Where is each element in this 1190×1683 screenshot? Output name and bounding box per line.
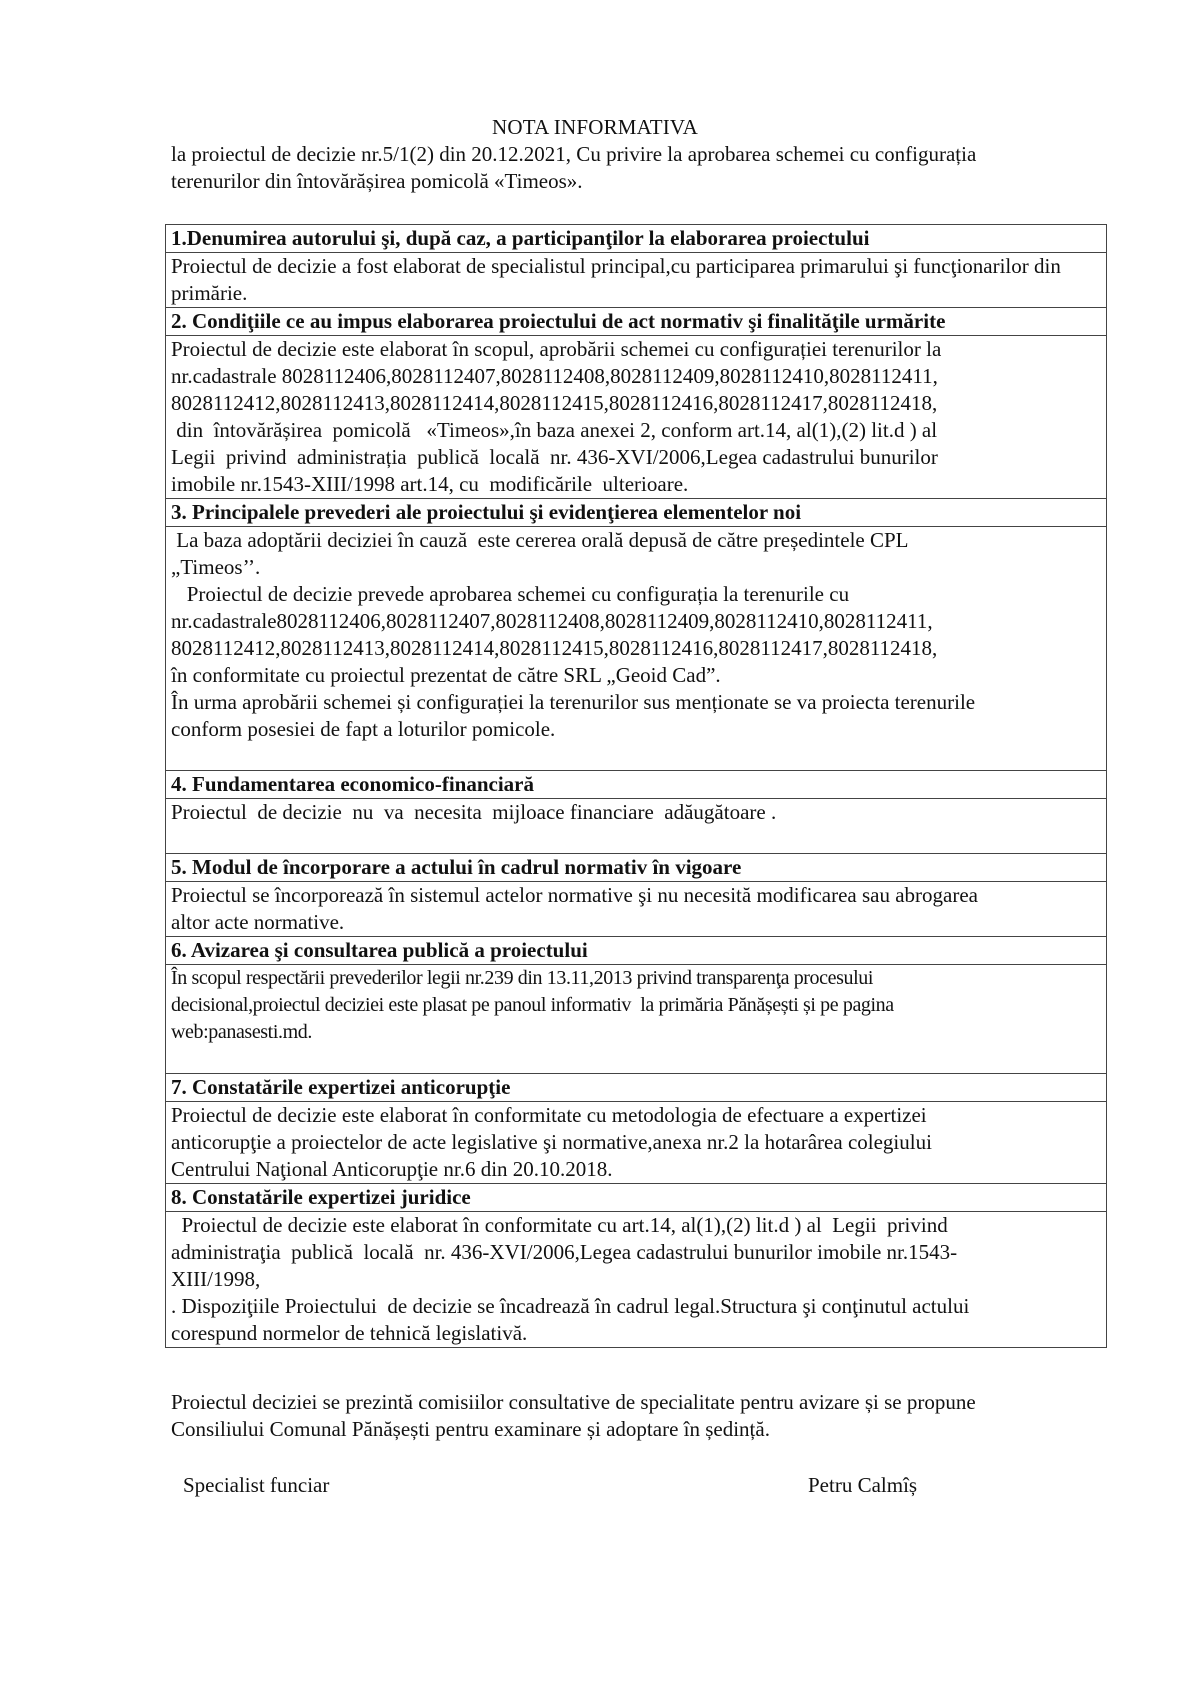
section-line: 8028112412,8028112413,8028112414,8028112415,8028112416,8028112417,8028112418,	[171, 636, 938, 660]
section-line	[171, 1046, 1101, 1073]
section-line: nr.cadastrale 8028112406,8028112407,8028112408,8028112409,8028112410,8028112411,	[171, 364, 938, 388]
section-line	[171, 826, 1101, 853]
section-line: Proiectul de decizie prevede aprobarea schemei cu configurația la terenurile cu	[171, 582, 850, 606]
section-line: Proiectul de decizie este elaborat în scopul, aprobării schemei cu configurației terenurilor la	[171, 337, 942, 361]
section-line: corespund normelor de tehnică legislativă.	[171, 1321, 528, 1345]
section-line: altor acte normative.	[171, 910, 345, 934]
section-line: web:panasesti.md.	[171, 1021, 312, 1043]
section-line: Proiectul se încorporează în sistemul actelor normative şi nu necesită modificarea sau abrogarea	[171, 883, 979, 907]
section-heading: 1.Denumirea autorului şi, după caz, a participanţilor la elaborarea proiectului	[166, 225, 1107, 253]
section-body-row	[166, 336, 1107, 499]
section-heading: 6. Avizarea şi consultarea publică a proiectului	[166, 937, 1107, 965]
closing-line: Proiectul deciziei se prezintă comisiilor consultative de specialitate pentru avizare și se propune	[171, 1390, 976, 1414]
section-line: Proiectul de decizie este elaborat în conformitate cu metodologia de efectuare a expertizei	[171, 1103, 927, 1127]
section-heading-row	[166, 937, 1107, 965]
section-heading: 3. Principalele prevederi ale proiectului şi evidenţierea elementelor noi	[166, 499, 1107, 527]
signatory-position: Specialist funciar	[183, 1473, 330, 1497]
section-heading-row	[166, 225, 1107, 253]
section-line: administraţia publică locală nr. 436-XVI/2006,Legea cadastrului bunurilor imobile nr.1543-	[171, 1240, 958, 1264]
section-line: din întovărășirea pomicolă «Timeos»,în baza anexei 2, conform art.14, al(1),(2) lit.d ) al	[171, 418, 938, 442]
section-line: Centrului Naţional Anticorupţie nr.6 din 20.10.2018.	[171, 1157, 613, 1181]
signatory-name: Petru Calmîș	[808, 1473, 918, 1497]
section-body-row	[166, 965, 1107, 1074]
section-line: în conformitate cu proiectul prezentat de către SRL „Geoid Cad”.	[171, 663, 721, 687]
section-line: primărie.	[171, 281, 248, 305]
section-heading: 7. Constatările expertizei anticorupţie	[166, 1074, 1107, 1102]
document-subtitle	[171, 141, 1111, 195]
section-heading-row	[166, 1184, 1107, 1212]
section-line: XIII/1998,	[171, 1267, 261, 1291]
section-line: Proiectul de decizie nu va necesita mijloace financiare adăugătoare .	[171, 800, 777, 824]
section-line: anticorupţie a proiectelor de acte legislative şi normative,anexa nr.2 la hotarârea colegiului	[171, 1130, 932, 1154]
section-heading-row	[166, 854, 1107, 882]
section-heading-row	[166, 771, 1107, 799]
section-heading: 8. Constatările expertizei juridice	[166, 1184, 1107, 1212]
section-heading-row	[166, 308, 1107, 336]
section-body-row	[166, 1102, 1107, 1184]
closing-paragraph	[171, 1389, 1111, 1443]
section-body	[166, 882, 1107, 937]
section-line: . Dispoziţiile Proiectului de decizie se încadrează în cadrul legal.Structura şi conţinutul actului	[171, 1294, 970, 1318]
section-line: decisional,proiectul deciziei este plasat pe panoul informativ la primăria Pănășești și pe pagina	[171, 994, 894, 1016]
subtitle-line: terenurilor din întovărășirea pomicolă «Timeos».	[171, 169, 583, 193]
section-heading: 4. Fundamentarea economico-financiară	[166, 771, 1107, 799]
information-table	[165, 224, 1107, 1348]
section-body	[166, 965, 1107, 1074]
section-body	[166, 527, 1107, 771]
section-body	[166, 336, 1107, 499]
section-line: La baza adoptării deciziei în cauză este cererea orală depusă de către președintele CPL	[171, 528, 909, 552]
document-title: NOTA INFORMATIVA	[492, 115, 698, 139]
section-line: Legii privind administrația publică locală nr. 436-XVI/2006,Legea cadastrului bunurilor	[171, 445, 938, 469]
section-line: În urma aprobării schemei și configurației la terenurilor sus menționate se va proiecta terenurile	[171, 690, 976, 714]
section-body	[166, 799, 1107, 854]
closing-line: Consiliului Comunal Pănășești pentru examinare și adoptare în ședință.	[171, 1417, 770, 1441]
subtitle-line: la proiectul de decizie nr.5/1(2) din 20.12.2021, Cu privire la aprobarea schemei cu configurația	[171, 142, 977, 166]
section-heading: 2. Condiţiile ce au impus elaborarea proiectului de act normativ şi finalităţile urmărite	[166, 308, 1107, 336]
section-line: „Timeos’’.	[171, 555, 261, 579]
section-body	[166, 253, 1107, 308]
section-line: În scopul respectării prevederilor legii nr.239 din 13.11,2013 privind transparenţa procesului	[171, 967, 874, 989]
section-body-row	[166, 527, 1107, 771]
section-line: Proiectul de decizie a fost elaborat de specialistul principal,cu participarea primarului şi funcţionarilor din	[171, 254, 1061, 278]
section-line: imobile nr.1543-XIII/1998 art.14, cu modificările ulterioare.	[171, 472, 689, 496]
section-body-row	[166, 253, 1107, 308]
section-heading-row	[166, 499, 1107, 527]
section-line: 8028112412,8028112413,8028112414,8028112415,8028112416,8028112417,8028112418,	[171, 391, 938, 415]
section-body-row	[166, 882, 1107, 937]
section-body	[166, 1102, 1107, 1184]
section-body-row	[166, 799, 1107, 854]
section-line: Proiectul de decizie este elaborat în conformitate cu art.14, al(1),(2) lit.d ) al Legii privind	[171, 1213, 948, 1237]
section-line	[171, 743, 1101, 770]
section-line: conform posesiei de fapt a loturilor pomicole.	[171, 717, 556, 741]
section-body-row	[166, 1212, 1107, 1348]
section-heading-row	[166, 1074, 1107, 1102]
section-heading: 5. Modul de încorporare a actului în cadrul normativ în vigoare	[166, 854, 1107, 882]
section-line: nr.cadastrale8028112406,8028112407,8028112408,8028112409,8028112410,8028112411,	[171, 609, 933, 633]
section-body	[166, 1212, 1107, 1348]
